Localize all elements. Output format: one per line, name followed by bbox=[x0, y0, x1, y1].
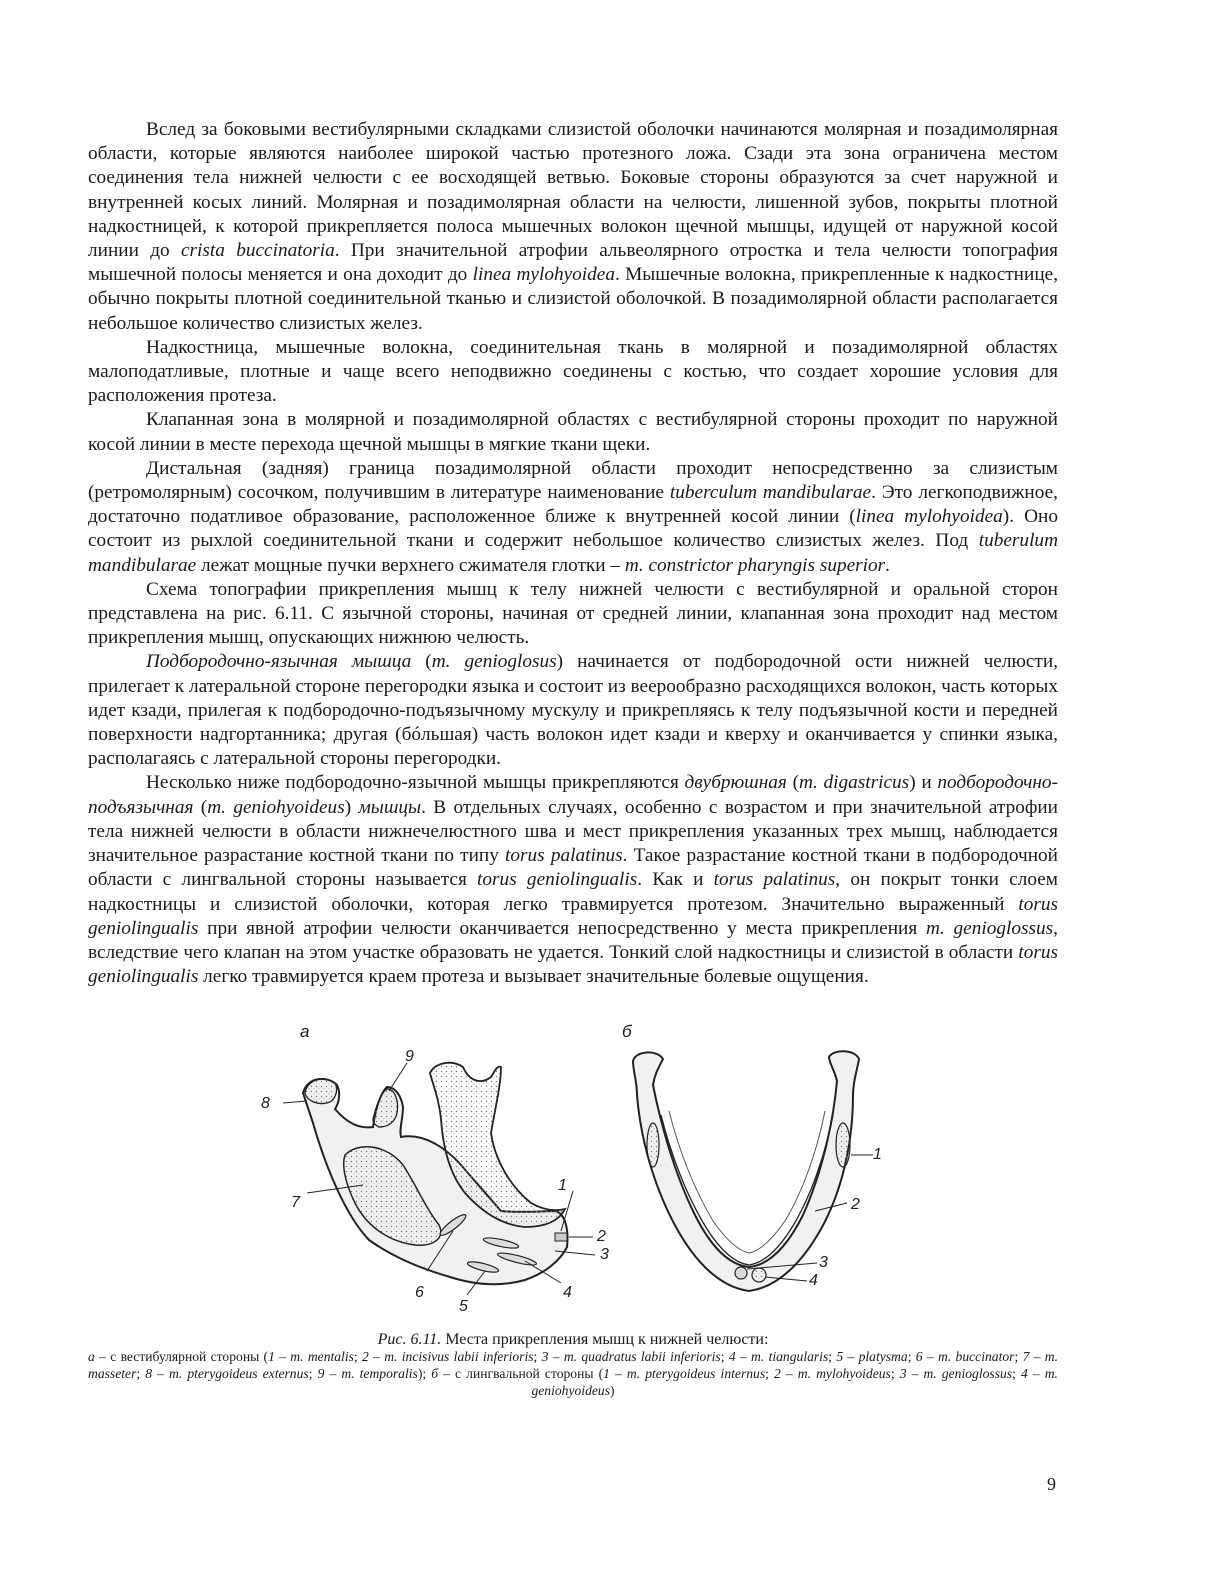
figure-label-b: б bbox=[622, 1022, 632, 1041]
paragraph: Подбородочно-язычная мышца (m. genioglosus) начинается от подбородочной ости нижней челюсти, прилегает к латеральной стороне перегородки языка и состоит из веерообразно расходящихся волокон, часть которых идет кзади, прилегая к подбородочно-подъязычному мускулу и прикрепляясь к телу подъязычной кости и передней поверхности надгортанника; другая (бóльшая) часть волокон идет кзади и кверху и оканчивается у спинки языка, располагаясь с латеральной стороны перегородки. bbox=[88, 651, 1058, 770]
caption-legend-segment: ; bbox=[1012, 1366, 1021, 1381]
fig-b-number: 4 bbox=[809, 1272, 818, 1289]
caption-legend-segment: – с лингвальной стороны ( bbox=[438, 1366, 604, 1381]
fig-a-number: 6 bbox=[415, 1284, 424, 1301]
caption-legend-segment: 1 – m. mentalis bbox=[268, 1349, 354, 1364]
caption-legend-segment: ; bbox=[308, 1366, 318, 1381]
caption-title: Рис. 6.11. Места прикрепления мышц к нижней челюсти: bbox=[377, 1331, 769, 1348]
paragraph: Клапанная зона в молярной и позадимолярной областях с вестибулярной стороны проходит по наружной косой линии в месте перехода щечной мышцы в мягкие ткани щеки. bbox=[88, 409, 1058, 455]
paragraph: Несколько ниже подбородочно-язычной мышцы прикрепляются двубрюшная (m. digastricus) и подбородочно-подъязычная (m. geniohyoideus) мышцы. В отдельных случаях, особенно с возрастом и при значительной атрофии тела нижней челюсти в области нижнечелюстного шва и мест прикрепления указанных трех мышц, наблюдается значительное разрастание костной ткани по типу torus palatinus. Такое разрастание костной ткани в подбородочной области с лингвальной стороны называется torus geniolingualis. Как и torus palatinus, он покрыт тонки слоем надкостницы и слизистой оболочки, которая легко травмируется протезом. Значительно выраженный torus geniolingualis при явной атрофии челюсти оканчивается непосредственно у места прикрепления m. genioglossus, вследствие чего клапан на этом участке образовать не удается. Тонкий слой надкостницы и слизистой в области torus geniolingualis легко травмируется краем протеза и вызывает значительные болевые ощущения. bbox=[88, 772, 1058, 988]
caption-legend-segment: ; bbox=[533, 1349, 542, 1364]
mandible-lateral-view bbox=[261, 1048, 609, 1315]
figure-label-a: а bbox=[300, 1022, 310, 1041]
caption-legend-segment: 4 – m. geniohyoideus bbox=[531, 1366, 1058, 1398]
caption-legend-segment: 7 – m. masseter bbox=[88, 1349, 1059, 1381]
caption-legend-segment: 3 – m. genioglossus bbox=[899, 1366, 1013, 1381]
caption-legend-segment: – с вестибулярной стороны ( bbox=[94, 1349, 269, 1364]
caption-legend-segment: ; bbox=[890, 1366, 900, 1381]
caption-legend-segment: ; bbox=[907, 1349, 916, 1364]
caption-legend-segment: а bbox=[88, 1349, 95, 1364]
mandible-lingual-view bbox=[633, 1051, 882, 1291]
page-number: 9 bbox=[1047, 1474, 1056, 1494]
caption-legend-segment: ; bbox=[828, 1349, 837, 1364]
fig-a-number: 8 bbox=[261, 1095, 270, 1112]
fig-a-number: 2 bbox=[597, 1228, 606, 1245]
fig-a-number: 4 bbox=[563, 1284, 572, 1301]
fig-a-number: 9 bbox=[405, 1048, 414, 1065]
fig-a-number: 3 bbox=[600, 1246, 609, 1263]
caption-legend-segment: 3 – m. quadratus labii inferioris bbox=[541, 1349, 721, 1364]
caption-legend-segment: 9 – m. temporalis bbox=[317, 1366, 418, 1381]
caption-legend-segment: ; bbox=[765, 1366, 774, 1381]
paragraph: Схема топографии прикрепления мышц к телу нижней челюсти с вестибулярной и оральной сторон представлена на рис. 6.11. С язычной стороны, начиная от средней линии, клапанная зона проходит над местом прикрепления мышц, опускающих нижнюю челюсть. bbox=[88, 578, 1058, 649]
paragraph: Дистальная (задняя) граница позадимолярной области проходит непосредственно за слизистым (ретромолярным) сосочком, получившим в литературе наименование tuberculum mandibularae. Это легкоподвижное, достаточно податливое образование, расположенное ближе к внутренней косой линии (linea mylohyoidea). Оно состоит из рыхлой соединительной ткани и содержит небольшое количество слизистых желез. Под tuberulum mandibularae лежат мощные пучки верхнего сжимателя глотки – m. constrictor pharyngis superior. bbox=[88, 457, 1059, 576]
caption-legend-segment: ; bbox=[720, 1349, 729, 1364]
caption-legend-segment: ) bbox=[610, 1383, 615, 1398]
paragraph: Надкостница, мышечные волокна, соединительная ткань в молярной и позадимолярной областях малоподатливые, плотные и чаще всего неподвижно соединены с костью, что создает хорошие условия для расположения протеза. bbox=[88, 336, 1058, 407]
caption-legend-segment: 4 – m. tiangularis bbox=[728, 1349, 829, 1364]
caption-legend-segment: 6 – m. buccinator bbox=[915, 1349, 1015, 1364]
fig-a-number: 1 bbox=[558, 1177, 567, 1194]
figure-6-11 bbox=[255, 1015, 905, 1325]
caption-legend bbox=[88, 1348, 1058, 1399]
caption-legend-segment: ; bbox=[1014, 1349, 1023, 1364]
caption-legend-segment: ; bbox=[353, 1349, 363, 1364]
caption-legend-segment: 1 – m. pterygoideus internus bbox=[603, 1366, 766, 1381]
caption-legend-segment: 5 – platysma bbox=[836, 1349, 908, 1364]
mandible-illustration bbox=[255, 1015, 905, 1325]
caption-legend-segment: 8 – m. pterygoideus externus bbox=[145, 1366, 309, 1381]
fig-b-number: 1 bbox=[873, 1146, 882, 1163]
fig-a-number: 7 bbox=[291, 1194, 300, 1211]
caption-legend-segment: б bbox=[431, 1366, 439, 1381]
caption-legend-segment: 2 – m. incisivus labii inferioris bbox=[362, 1349, 534, 1364]
fig-b-number: 3 bbox=[819, 1254, 828, 1271]
caption-legend-segment: ; bbox=[136, 1366, 146, 1381]
paragraph: Вслед за боковыми вестибулярными складками слизистой оболочки начинаются молярная и позадимолярная области, которые являются наиболее широкой частью протезного ложа. Сзади эта зона ограничена местом соединения тела нижней челюсти с ее восходящей ветвью. Боковые стороны образуются за счет наружной и внутренней косых линий. Молярная и позадимолярная области на челюсти, лишенной зубов, покрыты плотной надкостницей, к которой прикрепляется полоса мышечных волокон щечной мышцы, идущей от наружной косой линии до crista buccinatoria. При значительной атрофии альвеолярного отростка и тела челюсти топография мышечной полосы меняется и она доходит до linea mylohyoidea. Мышечные волокна, прикрепленные к надкостнице, обычно покрыты плотной соединительной тканью и слизистой оболочкой. В позадимолярной области располагается небольшое количество слизистых желез. bbox=[88, 119, 1059, 334]
fig-b-number: 2 bbox=[851, 1196, 860, 1213]
figure-caption bbox=[88, 1331, 1058, 1399]
caption-legend-segment: ); bbox=[417, 1366, 432, 1381]
caption-legend-segment: 2 – m. mylohyoideus bbox=[774, 1366, 891, 1381]
body-text bbox=[88, 118, 1058, 989]
fig-a-number: 5 bbox=[459, 1298, 468, 1315]
